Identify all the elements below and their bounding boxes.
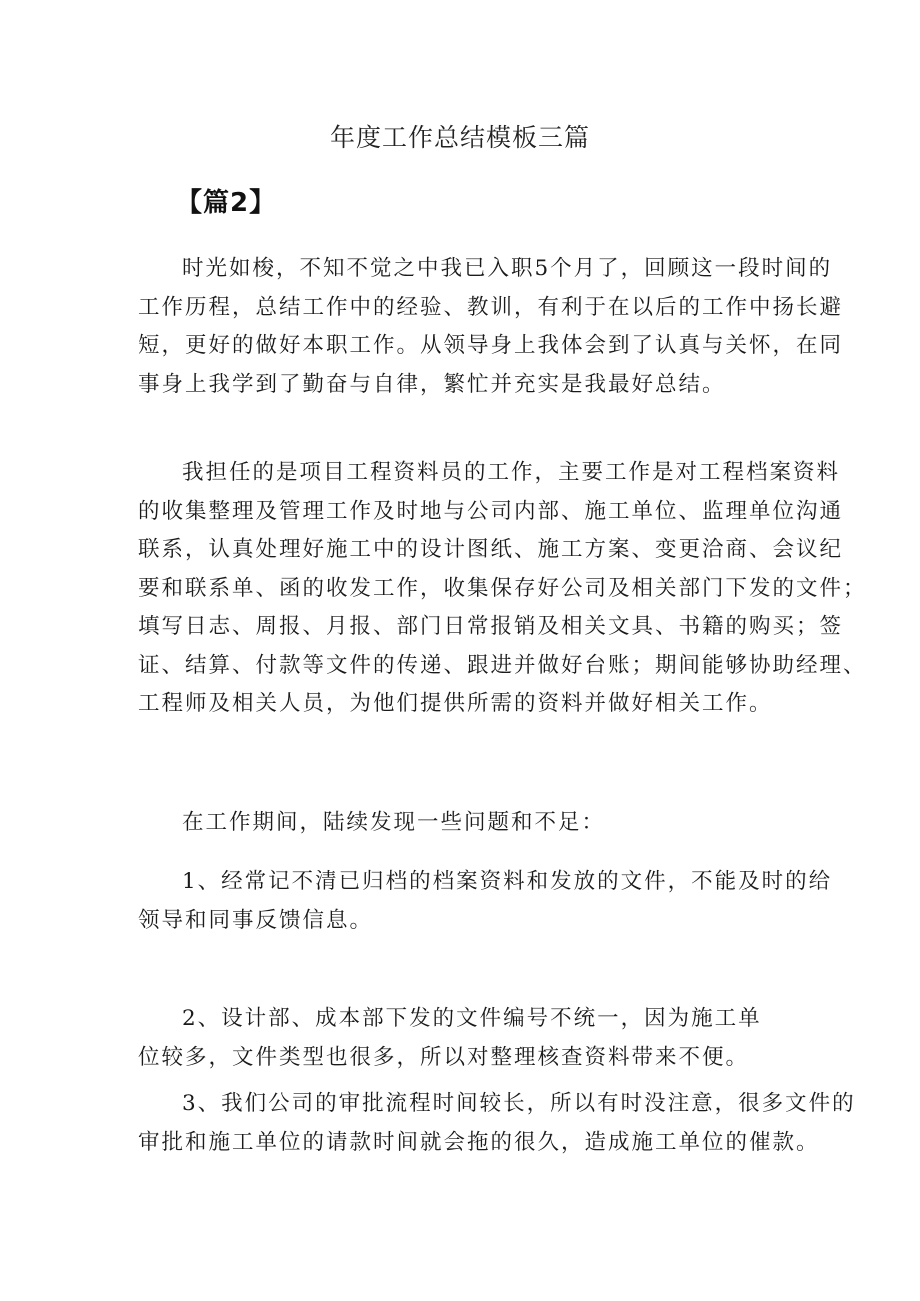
paragraph-line: 工程师及相关人员，为他们提供所需的资料并做好相关工作。 (138, 691, 773, 716)
paragraph-line: 2、设计部、成本部下发的文件编号不统一，因为施工单 (182, 1006, 762, 1031)
paragraph-line: 1、经常记不清已归档的档案资料和发放的文件，不能及时的给 (182, 869, 833, 894)
paragraph-line: 审批和施工单位的请款时间就会拖的很久，造成施工单位的催款。 (138, 1129, 820, 1155)
paragraph-line: 我担任的是项目工程资料员的工作，主要工作是对工程档案资料 (182, 460, 841, 485)
paragraph-line: 工作历程，总结工作中的经验、教训，有利于在以后的工作中扬长避 (138, 294, 844, 320)
paragraph-4 (138, 863, 833, 940)
paragraph-line: 要和联系单、函的收发工作，收集保存好公司及相关部门下发的文件； (138, 575, 867, 601)
document-title: 年度工作总结模板三篇 (329, 123, 590, 152)
paragraph-line: 证、结算、付款等文件的传递、跟进并做好台账；期间能够协助经理、 (138, 652, 867, 678)
paragraph-line: 3、我们公司的审批流程时间较长，所以有时没注意，很多文件的 (182, 1091, 856, 1116)
paragraph-line: 事身上我学到了勤奋与自律，繁忙并充实是我最好总结。 (138, 371, 726, 397)
paragraph-line: 填写日志、周报、月报、部门日常报销及相关文具、书籍的购买；签 (138, 614, 844, 639)
paragraph-6 (138, 1085, 856, 1162)
paragraph-line: 位较多，文件类型也很多，所以对整理核查资料带来不便。 (138, 1044, 750, 1070)
paragraph-5 (138, 1000, 798, 1077)
paragraph-2 (138, 454, 867, 724)
paragraph-line: 的收集整理及管理工作及时地与公司内部、施工单位、监理单位沟通 (138, 498, 844, 524)
paragraph-line: 领导和同事反馈信息。 (138, 907, 374, 933)
paragraph-line: 在工作期间，陆续发现一些问题和不足： (182, 810, 606, 835)
section-label: 【篇2】 (176, 188, 277, 218)
paragraph-3 (138, 804, 798, 843)
paragraph-line: 联系，认真处理好施工中的设计图纸、施工方案、变更洽商、会议纪 (138, 537, 844, 562)
paragraph-line: 时光如梭，不知不觉之中我已入职5个月了，回顾这一段时间的 (182, 256, 833, 281)
paragraph-line: 短，更好的做好本职工作。从领导身上我体会到了认真与关怀，在同 (138, 333, 844, 358)
paragraph-1 (138, 250, 844, 404)
